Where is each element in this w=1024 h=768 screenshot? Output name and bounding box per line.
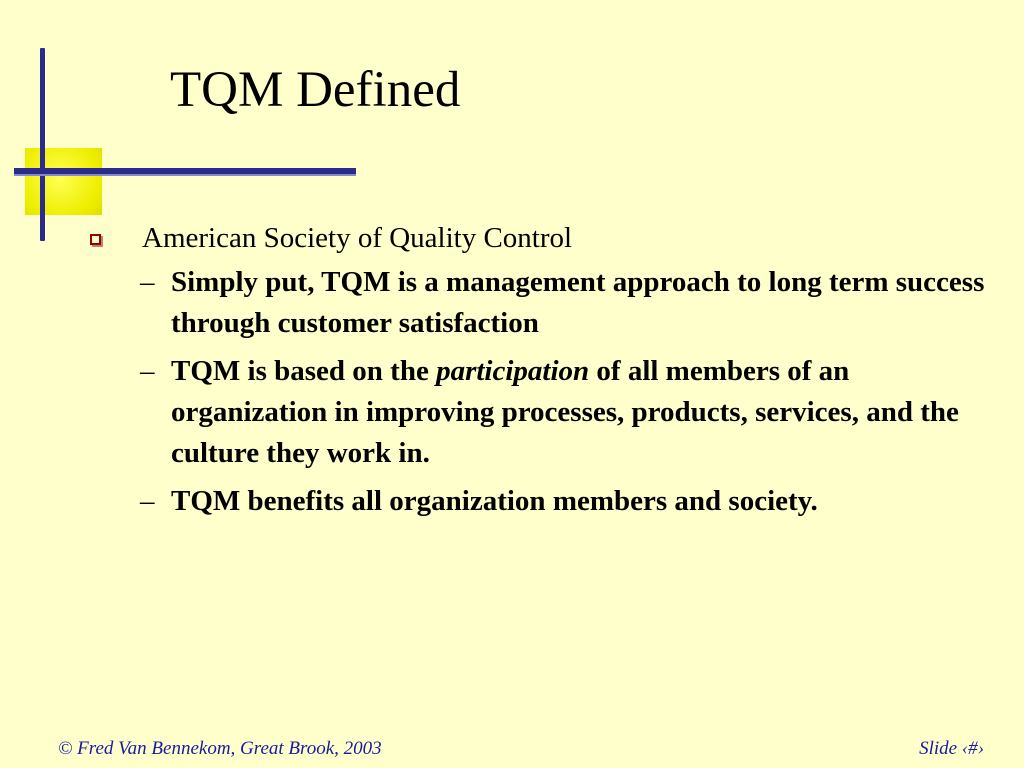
emphasized-word: participation <box>436 355 590 387</box>
sub-bullet-text: TQM benefits all organization members and society. <box>171 485 818 517</box>
dash-marker: – <box>140 485 155 517</box>
decorative-yellow-square <box>25 148 102 215</box>
dash-marker: – <box>140 266 155 298</box>
hollow-square-bullet-icon <box>90 234 101 245</box>
bullet-item <box>90 218 990 258</box>
decorative-vertical-line <box>40 48 45 241</box>
bullet-text: American Society of Quality Control <box>142 222 573 254</box>
slide-title: TQM Defined <box>170 62 461 118</box>
footer-copyright: © Fred Van Bennekom, Great Brook, 2003 <box>58 738 382 759</box>
sub-bullet-text-part: of all members of an organization in improving processes, products, services, and the culture they work in. <box>171 355 959 469</box>
decorative-horizontal-line <box>14 168 356 174</box>
sub-bullet-text: Simply put, TQM is a management approach to long term success through customer satisfaction <box>171 266 985 339</box>
dash-marker: – <box>140 355 155 387</box>
footer-slide-number: Slide ‹#› <box>919 738 984 759</box>
sub-bullet-text <box>171 351 1001 474</box>
sub-bullet-text-part: TQM is based on the <box>171 355 437 387</box>
